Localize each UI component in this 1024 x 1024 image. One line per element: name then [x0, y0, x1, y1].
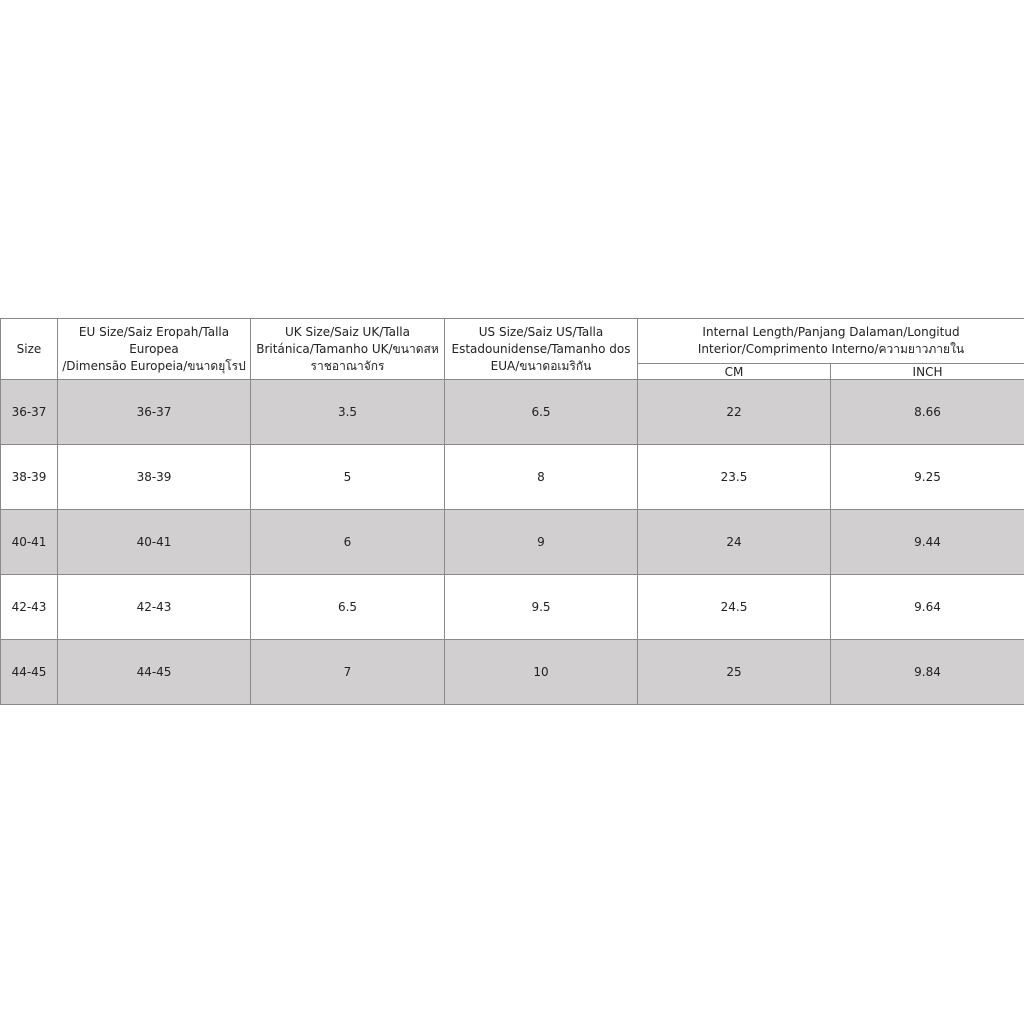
cell-size: 40-41: [1, 510, 58, 575]
table-row: [1, 640, 1024, 705]
cell-inch: 9.44: [831, 510, 1024, 575]
cell-inch: 8.66: [831, 380, 1024, 445]
cell-size: 36-37: [1, 380, 58, 445]
cell-uk: 6: [251, 510, 445, 575]
cell-inch: 9.64: [831, 575, 1024, 640]
cell-inch: 9.25: [831, 445, 1024, 510]
cell-eu: 44-45: [58, 640, 251, 705]
cell-eu: 40-41: [58, 510, 251, 575]
header-us-line: Estadounidense/Tamanho dos: [451, 341, 631, 356]
cell-uk: 6.5: [251, 575, 445, 640]
table-row: [1, 575, 1024, 640]
header-us-line: US Size/Saiz US/Talla: [478, 324, 604, 339]
header-us-size: [445, 319, 638, 380]
table-row: [1, 510, 1024, 575]
header-uk-line: UK Size/Saiz UK/Talla: [285, 324, 410, 339]
cell-us: 8: [445, 445, 638, 510]
cell-uk: 3.5: [251, 380, 445, 445]
cell-eu: 36-37: [58, 380, 251, 445]
header-internal-line: Interior/Comprimento Interno/ความยาวภายใน: [697, 342, 965, 356]
header-size: [1, 319, 58, 380]
header-inch: INCH: [831, 364, 1024, 380]
table-row: [1, 445, 1024, 510]
cell-size: 44-45: [1, 640, 58, 705]
header-eu-line: EU Size/Saiz Eropah/Talla: [78, 324, 230, 339]
cell-cm: 24.5: [638, 575, 831, 640]
header-eu-size: [58, 319, 251, 380]
header-internal-line: Internal Length/Panjang Dalaman/Longitud: [702, 325, 960, 339]
size-chart-table: [0, 318, 1024, 705]
header-uk-line: Británica/Tamanho UK/ขนาดสห: [256, 341, 439, 356]
header-internal-length: [638, 319, 1024, 364]
cell-cm: 24: [638, 510, 831, 575]
cell-inch: 9.84: [831, 640, 1024, 705]
cell-us: 10: [445, 640, 638, 705]
cell-eu: 38-39: [58, 445, 251, 510]
cell-cm: 23.5: [638, 445, 831, 510]
header-uk-size: [251, 319, 445, 380]
cell-us: 6.5: [445, 380, 638, 445]
cell-cm: 25: [638, 640, 831, 705]
header-eu-line: Europea: [129, 341, 179, 356]
header-size-label: Size: [16, 341, 42, 356]
cell-size: 38-39: [1, 445, 58, 510]
header-cm: CM: [638, 364, 831, 380]
cell-uk: 5: [251, 445, 445, 510]
cell-size: 42-43: [1, 575, 58, 640]
cell-cm: 22: [638, 380, 831, 445]
header-uk-line: ราชอาณาจักร: [310, 358, 385, 373]
header-eu-line: /Dimensão Europeia/ขนาดยุโรป: [62, 358, 246, 373]
cell-us: 9.5: [445, 575, 638, 640]
cell-eu: 42-43: [58, 575, 251, 640]
header-us-line: EUA/ขนาดอเมริกัน: [490, 358, 592, 373]
table-row: [1, 380, 1024, 445]
size-chart: [0, 318, 1024, 705]
cell-us: 9: [445, 510, 638, 575]
cell-uk: 7: [251, 640, 445, 705]
